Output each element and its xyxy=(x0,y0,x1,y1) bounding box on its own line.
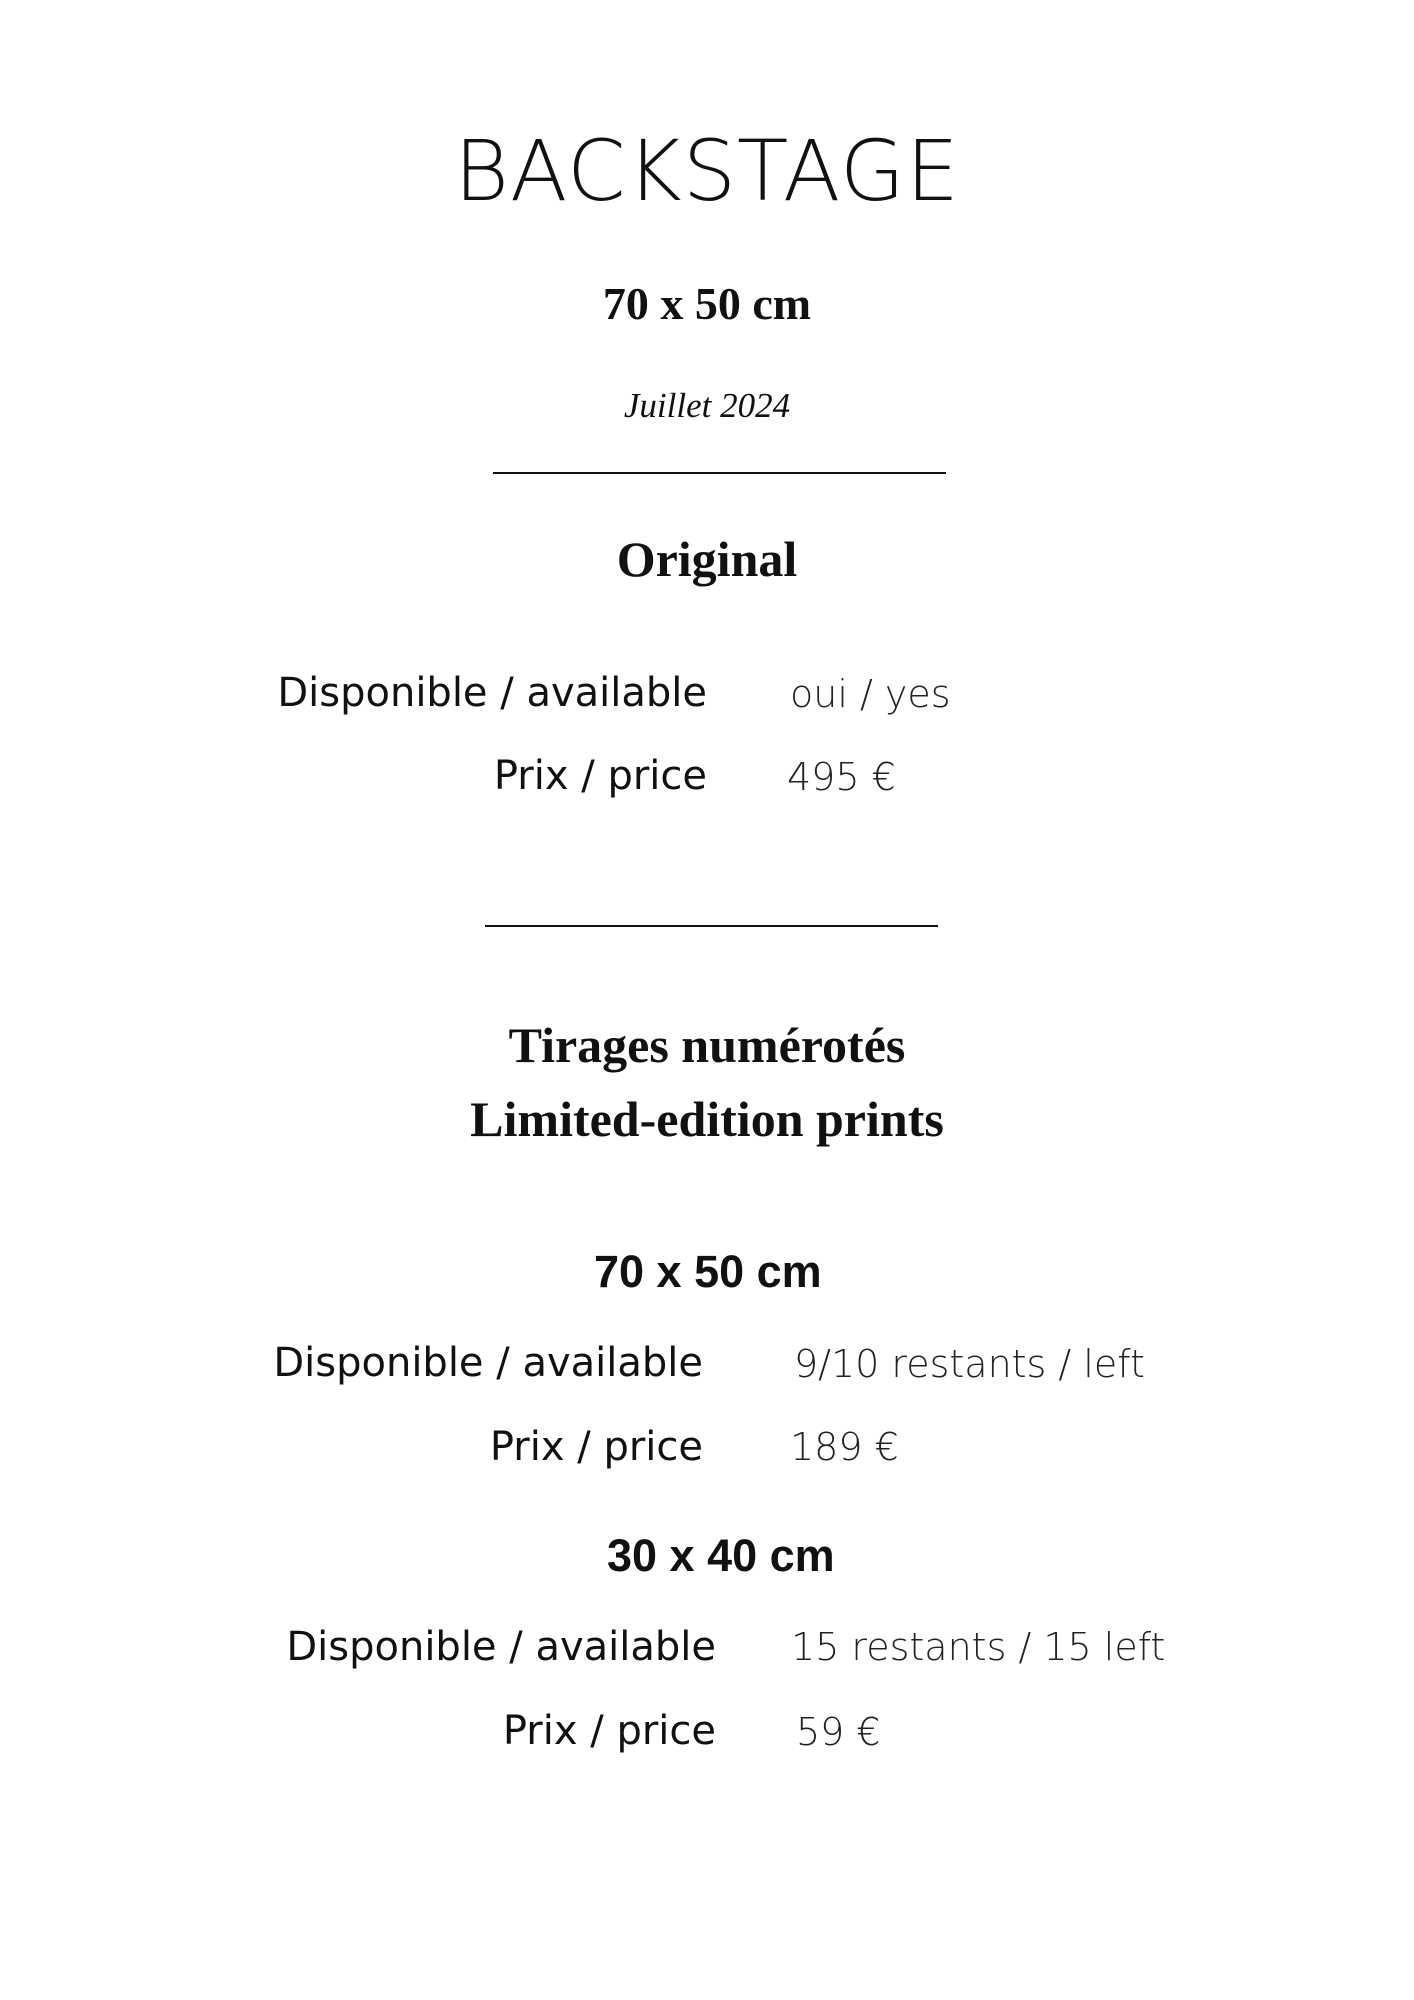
artwork-dimensions: 70 x 50 cm xyxy=(602,278,812,329)
print-30x40-price-label: Prix / price xyxy=(502,1708,716,1754)
divider xyxy=(485,925,938,927)
print-70x50-price-label: Prix / price xyxy=(489,1424,703,1470)
print-30x40-availability-label: Disponible / available xyxy=(286,1624,716,1670)
print-size-70x50: 70 x 50 cm xyxy=(594,1246,822,1297)
print-70x50-availability-label: Disponible / available xyxy=(273,1340,703,1386)
original-availability-value: oui / yes xyxy=(790,672,951,716)
print-70x50-availability-value: 9/10 restants / left xyxy=(794,1342,1145,1386)
print-70x50-price-value: 189 € xyxy=(790,1425,899,1469)
prints-heading-en: Limited-edition prints xyxy=(470,1091,944,1147)
original-availability-label: Disponible / available xyxy=(277,670,707,716)
original-price-label: Prix / price xyxy=(493,753,707,799)
divider xyxy=(493,472,946,474)
print-size-30x40: 30 x 40 cm xyxy=(607,1530,835,1581)
original-price-value: 495 € xyxy=(787,755,896,799)
original-heading: Original xyxy=(616,531,798,587)
page-title: BACKSTAGE xyxy=(454,122,960,220)
print-30x40-price-value: 59 € xyxy=(796,1710,881,1754)
artwork-date: Juillet 2024 xyxy=(623,386,791,425)
print-30x40-availability-value: 15 restants / 15 left xyxy=(791,1625,1166,1669)
prints-heading-fr: Tirages numérotés xyxy=(508,1017,906,1073)
